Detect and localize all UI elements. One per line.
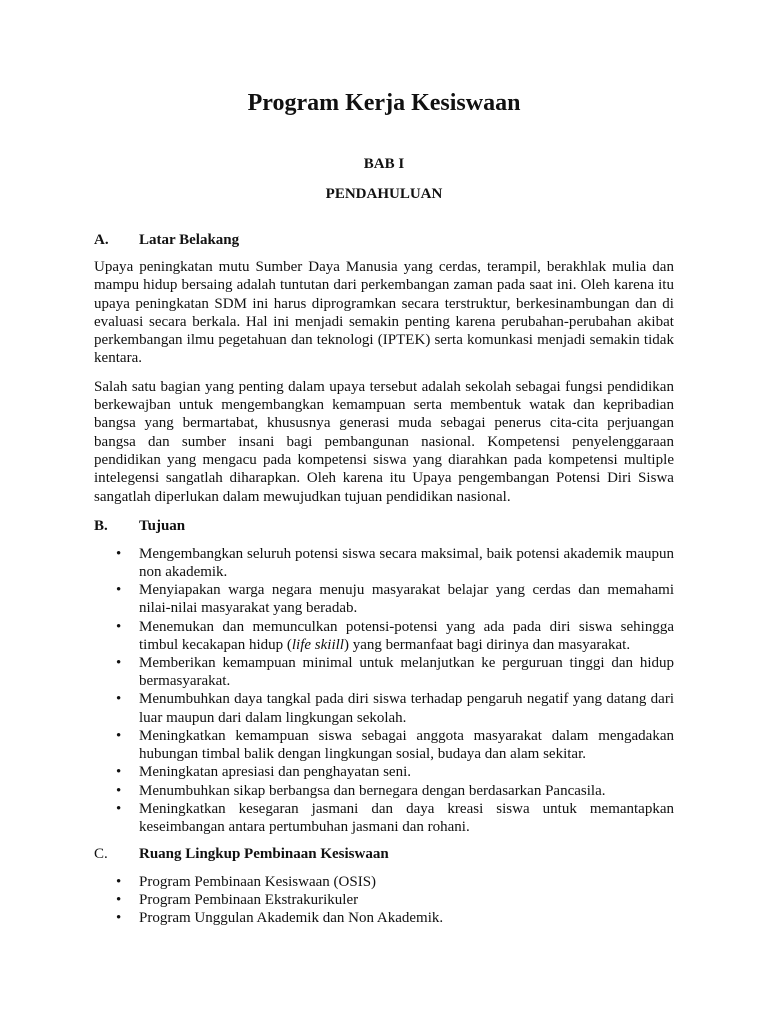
list-item [116,782,674,800]
bullet-icon: • [116,874,122,891]
list-item [116,690,674,726]
list-item-text: Program Pembinaan Kesiswaan (OSIS) [139,874,377,891]
chapter-number: BAB I [363,156,405,172]
section-a-paragraph-2: Salah satu bagian yang penting dalam upaya tersebut adalah sekolah sebagai fungsi pendidikan berkewajban untuk mengembangkan kemampuan serta membentuk watak dan kepribadian bangsa yang bermartabat, khususnya generasi muda sebagai penerus cita-cita perjuangan bangsa dan sumber insani bagi pembangunan nasional. Kompetensi penyelenggaraan pendidikan yang mengacu pada kompetensi siswa yang diarahkan pada kompetensi multiple intelegensi sangatlah diharapkan. Oleh karena itu Upaya pengembangan Potensi Diri Siswa sangatlah diperlukan dalam mewujudkan tujuan pendidikan nasional. [94,378,674,505]
list-item [116,909,674,927]
section-a-title: Latar Belakang [139,232,240,248]
section-c-heading [94,844,674,864]
list-item-text: Menumbuhkan daya tangkal pada diri siswa terhadap pengaruh negatif yang datang dari luar maupun dari dalam lingkungan sekolah. [139,691,674,726]
list-item-text: Program Pembinaan Ekstrakurikuler [139,892,359,909]
section-b-title: Tujuan [139,517,186,534]
bullet-icon: • [116,691,122,708]
list-item-text: Meningkatkan kemampuan siswa sebagai anggota masyarakat dalam mengadakan hubungan timbal balik dengan lingkungan sosial, budaya dan alam sekitar. [139,727,674,763]
list-item [116,800,674,836]
bullet-icon: • [116,545,122,562]
list-item-text-before: Menemukan dan memunculkan potensi-potensi yang ada pada diri siswa sehingga timbul kecakapan hidup ( [139,618,674,653]
chapter-title: PENDAHULUAN [325,186,443,202]
list-item [116,891,674,909]
section-b-letter: B. [94,517,108,534]
list-item-text: Meningkatan apresiasi dan penghayatan seni. [139,764,411,781]
section-a-letter: A. [94,232,109,248]
list-item [116,618,674,654]
bullet-icon: • [116,910,122,927]
bullet-icon: • [116,764,122,781]
list-item [116,581,674,617]
section-a-heading [94,230,674,250]
list-item-text: Menyiapakan warga negara menuju masyarakat belajar yang cerdas dan memahami nilai-nilai masyarakat yang beradab. [139,582,674,617]
list-item [116,654,674,690]
bullet-icon: • [116,782,122,799]
section-c-title: Ruang Lingkup Pembinaan Kesiswaan [139,846,389,863]
list-item-text: Menumbuhkan sikap berbangsa dan bernegara dengan berdasarkan Pancasila. [139,782,606,799]
bullet-icon: • [116,582,122,599]
list-item-text: Meningkatkan kesegaran jasmani dan daya kreasi siswa untuk memantapkan keseimbangan antara pertumbuhan jasmani dan rohani. [139,800,674,835]
tujuan-list [94,545,674,836]
section-a-paragraph-1: Upaya peningkatan mutu Sumber Daya Manusia yang cerdas, terampil, berakhlak mulia dan mampu hidup bersaing adalah tuntutan dari perkembangan zaman pada saat ini. Oleh karena itu upaya peningkatan SDM ini harus diprogramkan secara terstruktur, berkesinambungan dan di evaluasi secara berkala. Hal ini menjadi semakin penting karena perubahan-perubahan akibat perkembangan ilmu pegetahuan dan teknologi (IPTEK) serta komunkasi menjadi semakin tidak kentara. [94,259,674,367]
list-item-text: Mengembangkan seluruh potensi siswa secara maksimal, baik potensi akademik maupun non akademik. [139,545,674,581]
list-item [116,545,674,581]
bullet-icon: • [116,800,122,817]
document-title: Program Kerja Kesiswaan [247,90,521,116]
bullet-icon: • [116,655,122,672]
list-item-text-italic: life skiill [291,636,344,653]
section-b-heading [94,516,674,536]
list-item [116,873,674,891]
bullet-icon: • [116,892,122,909]
list-item [116,763,674,781]
list-item-text: Memberikan kemampuan minimal untuk melanjutkan ke perguruan tinggi dan hidup bermasyarakat. [139,655,674,690]
section-c-letter: C. [94,846,108,863]
list-item-text: Program Unggulan Akademik dan Non Akademik. [139,910,444,927]
list-item-text-after: ) yang bermanfaat bagi dirinya dan masyarakat. [343,636,631,653]
bullet-icon: • [116,727,122,744]
list-item [116,727,674,763]
bullet-icon: • [116,618,122,635]
ruang-lingkup-list [94,873,674,927]
